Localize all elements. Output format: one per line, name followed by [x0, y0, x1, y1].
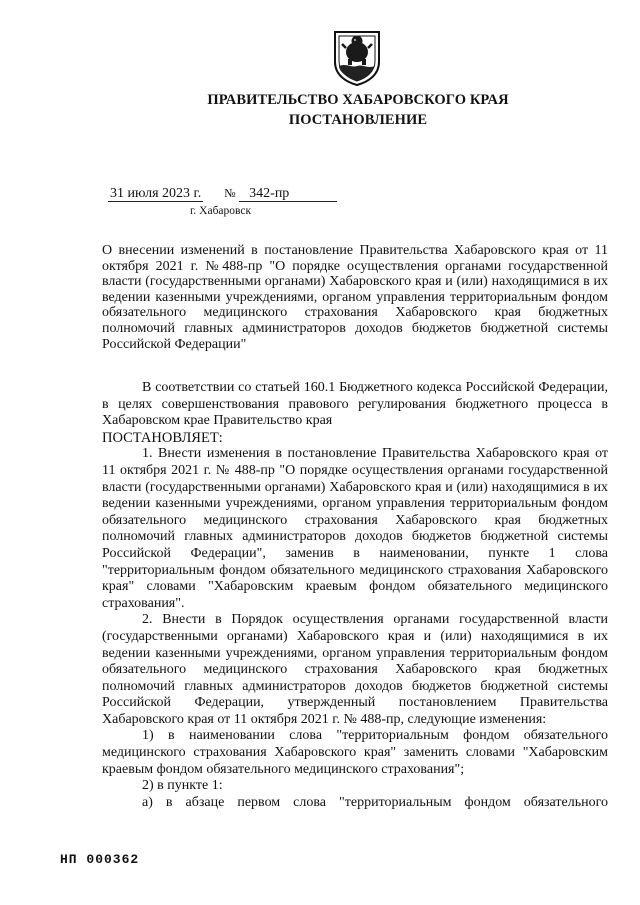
document-number: 342-пр: [239, 186, 337, 202]
preamble-paragraph: В соответствии со статьей 160.1 Бюджетного кодекса Российской Федерации, в целях совершенствования правового регулирования бюджетного процесса в Хабаровском крае Правительство края: [102, 380, 608, 429]
resolves-heading: ПОСТАНОВЛЯЕТ:: [102, 429, 223, 446]
khabarovsk-coat-of-arms-icon: [331, 28, 383, 86]
document-body: [102, 380, 608, 811]
document-serial-code: НП 000362: [60, 852, 140, 867]
item-2-2-paragraph: 2) в пункте 1:: [142, 778, 223, 794]
date-number-row: [108, 186, 337, 202]
item-1-paragraph: 1. Внести изменения в постановление Правительства Хабаровского края от 11 октября 2021 г. № 488-пр "О порядке осуществления органами государственной власти (государственными органами) Хабаровского края и (или) находящимися в их ведении казенными учреждениями, органом управления территориальным фондом обязательного медицинского страхования Хабаровского края бюджетных полномочий главных администраторов доходов бюджетов бюджетной системы Российской Федерации", заменив в наименовании, пункте 1 слова "территориальным фондом обязательного медицинского страхования Хабаровского края" словами "Хабаровским краевым фондом обязательного медицинского страхования".: [102, 446, 608, 611]
number-sign: №: [224, 186, 236, 200]
government-title: ПРАВИТЕЛЬСТВО ХАБАРОВСКОГО КРАЯ: [207, 92, 509, 108]
city-label: г. Хабаровск: [190, 205, 252, 217]
item-2-2-a-paragraph: а) в абзаце первом слова "территориальным фондом обязательного: [142, 794, 608, 810]
item-2-paragraph: 2. Внести в Порядок осуществления органами государственной власти (государственными органами) Хабаровского края и (или) находящимися в их ведении казенными учреждениями, органом управления территориальным фондом обязательного медицинского страхования Хабаровского края бюджетных полномочий главных администраторов доходов бюджетов бюджетной системы Российской Федерации, утвержденный постановлением Правительства Хабаровского края от 11 октября 2021 г. № 488-пр, следующие изменения:: [102, 612, 608, 727]
document-subject: О внесении изменений в постановление Правительства Хабаровского края от 11 октября 2021 г. №488-пр "О порядке осуществления органами государственной власти (государственными органами) Хабаровского края и (или) находящимися в их ведении казенными учреждениями, органом управления территориальным фондом обязательного медицинского страхования Хабаровского края бюджетных полномочий главных администраторов доходов бюджетов бюджетной системы Российской Федерации": [102, 243, 608, 352]
document-type: ПОСТАНОВЛЕНИЕ: [288, 112, 428, 128]
document-date: 31 июля 2023 г.: [110, 186, 202, 201]
item-2-1-paragraph: 1) в наименовании слова "территориальным фондом обязательного медицинского страхования Хабаровского края" заменить словами "Хабаровским краевым фондом обязательного медицинского страхования";: [102, 728, 608, 777]
